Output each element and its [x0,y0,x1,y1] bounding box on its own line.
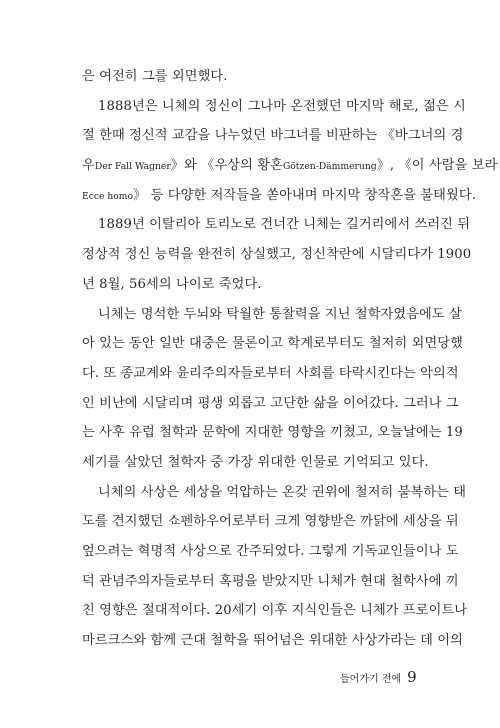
text-line: Ecce homo》 등 다양한 저작들을 쏟아내며 마지막 창작혼을 불태웠다. [82,187,476,203]
paragraph-start-line: 1889년 이탈리아 토리노로 건너간 니체는 길거리에서 쓰러진 뒤 [98,217,471,233]
body-text [82,62,498,656]
text-line: 정상적 정신 능력을 완전히 상실했고, 정신착란에 시달리다가 1900 [82,247,472,263]
text-line: 은 여전히 그를 외면했다. [82,69,228,84]
text-line: 마르크스와 함께 근대 철학을 뛰어넘은 위대한 사상가라는 데 이의 [82,633,463,649]
text-line: 우Der Fall Wagner》와 《우상의 황혼Götzen-Dämmerung》, 《이 사람을 보라 [82,158,498,174]
paragraph-start-line: 니체는 명석한 두뇌와 탁월한 통찰력을 지닌 철학자였음에도 살 [98,306,462,322]
page-number: 9 [407,668,417,686]
text-line: 도를 견지했던 쇼펜하우어로부터 크게 영향받은 까닭에 세상을 뒤 [82,514,459,530]
text-line: 엎으려는 혁명적 사상으로 간주되었다. 그렇게 기독교인들이나 도 [82,544,459,559]
text-line: 아 있는 동안 일반 대중은 물론이고 학계로부터도 철저히 외면당했 [82,336,463,352]
text-line: 는 사후 유럽 철학과 문학에 지대한 영향을 끼쳤고, 오늘날에는 19 [82,425,463,441]
paragraph-start-line: 1888년은 니체의 정신이 그나마 온전했던 마지막 해로, 젊은 시 [98,98,466,114]
original-title: Götzen-Dämmerung [282,161,377,173]
running-footer-title: 들어가기 전에 [340,674,402,685]
text-line: 다. 또 종교계와 윤리주의자들로부터 사회를 타락시킨다는 악의적 [82,365,459,381]
original-title: Ecce homo [82,190,134,202]
original-title: Der Fall Wagner [94,161,171,173]
text-line: 절 한때 정신적 교감을 나누었던 바그너를 비판하는 《바그너의 경 [82,128,464,144]
text-line: 년 8월, 56세의 나이로 죽었다. [82,276,262,292]
text-line: 덕 관념주의자들로부터 혹평을 받았지만 니체가 현대 철학사에 끼 [82,573,459,589]
page-footer [340,668,440,686]
text-line: 인 비난에 시달리며 평생 외롭고 고단한 삶을 이어갔다. 그러나 그 [82,395,459,411]
paragraph-start-line: 니체의 사상은 세상을 억압하는 온갖 권위에 철저히 불복하는 태 [98,484,467,500]
text-line: 친 영향은 절대적이다. 20세기 이후 지식인들은 니체가 프로이트나 [82,603,468,619]
text-line: 세기를 살았던 철학자 중 가장 위대한 인물로 기억되고 있다. [82,454,429,470]
